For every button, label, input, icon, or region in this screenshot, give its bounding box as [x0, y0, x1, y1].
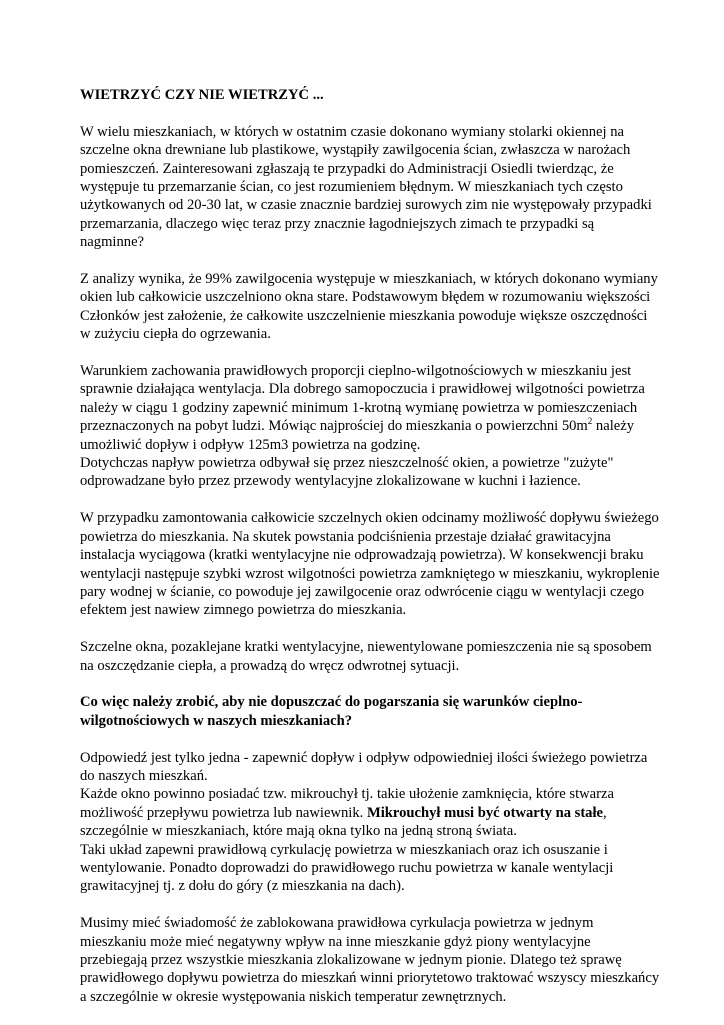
document-page	[80, 86, 660, 1025]
micro-tilt-emphasis: Mikrouchył musi być otwarty na stałe	[366, 804, 604, 821]
paragraph-sealed-windows: W przypadku zamontowania całkowicie szczelnych okien odcinamy możliwość dopływu świeżego powietrza do mieszkania. Na skutek powstania podciśnienia przestaje działać grawitacyjna instalacja wyciągowa (kratki wentylacyjne nie odprowadzają powietrza). W konsekwencji braku wentylacji następuje szybki wzrost wilgotności powietrza zamkniętego w mieszkaniu, wykroplenie pary wodnej w ścianie, co powoduje jej zawilgocenie oraz odwrócenie ciągu w wentylacji czego efektem jest nawiew zimnego powietrza do mieszkania.	[80, 510, 660, 619]
paragraph-ventilation-text: Warunkiem zachowania prawidłowych proporcji cieplno-wilgotnościowych w mieszkaniu jest sprawnie działająca wentylacja. Dla dobrego samopoczucia i prawidłowej wilgotności powietrza należy w ciągu 1 godziny zapewnić minimum 1-krotną wymianę powietrza w pomieszczeniach przeznaczonych na pobyt ludzi. Mówiąc najprościej do mieszkania o powierzchni 50m	[80, 363, 645, 435]
paragraph-awareness: Musimy mieć świadomość że zablokowana prawidłowa cyrkulacja powietrza w jednym mieszkaniu może mieć negatywny wpływ na inne mieszkanie gdyż piony wentylacyjne przebiegają przez wszystkie mieszkania zlokalizowane w jednym pionie. Dlatego też sprawę prawidłowego dopływu powietrza do mieszkań winni priorytetowo traktować wszyscy mieszkańcy a szczególnie w okresie występowania niskich temperatur zewnętrznych.	[80, 915, 660, 1005]
paragraph-intro: W wielu mieszkaniach, w których w ostatnim czasie dokonano wymiany stolarki okiennej na szczelne okna drewniane lub plastikowe, wystąpiły zawilgocenia ścian, zwłaszcza w narożach pomieszczeń. Zainteresowani zgłaszają te przypadki do Administracji Osiedli twierdząc, że występuje tu przemarzanie ścian, co jest rozumieniem błędnym. W mieszkaniach tych często użytkowanych od 20-30 lat, w czasie znacznie bardziej surowych zim nie występowały przypadki przemarzania, dlaczego więc teraz przy znacznie łagodniejszych zimach te przypadki są nagminne?	[80, 123, 652, 251]
paragraph-conclusion: Szczelne okna, pozaklejane kratki wentylacyjne, niewentylowane pomieszczenia nie są sposobem na oszczędzanie ciepła, a prowadzą do wręcz odwrotnej sytuacji.	[80, 639, 652, 674]
paragraph-answer: Odpowiedź jest tylko jedna - zapewnić dopływ i odpływ odpowiedniej ilości świeżego powietrza do naszych mieszkań.	[80, 749, 648, 784]
paragraph-micro-tilt-text: Każde okno powinno posiadać tzw. mikrouchył tj. takie ułożenie zamknięcia, które stwarza możliwość przepływu powietrza lub nawiewnik.	[80, 786, 614, 821]
paragraph-circulation: Taki układ zapewni prawidłową cyrkulację powietrza w mieszkaniach oraz ich osuszanie i wentylowanie. Ponadto doprowadzi do prawidłowego ruchu powietrza w kanale wentylacji grawitacyjnej tj. z dołu do góry (z mieszkania na dach).	[80, 841, 614, 895]
document-title: WIETRZYĆ CZY NIE WIETRZYĆ ...	[80, 87, 324, 103]
paragraph-ventilation	[80, 362, 660, 454]
paragraph-analysis: Z analizy wynika, że 99% zawilgocenia występuje w mieszkaniach, w których dokonano wymiany okien lub całkowicie uszczelniono okna stare. Podstawowym błędem w rozumowaniu większości Członków jest założenie, że całkowite uszczelnienie mieszkania powoduje większe oszczędności w zużyciu ciepła do ogrzewania.	[80, 271, 658, 343]
paragraph-ventilation-text-end: należy umożliwić dopływ i odpływ 125m3 powietrza na godzinę.	[80, 418, 635, 453]
section-question: Co więc należy zrobić, aby nie dopuszczać do pogarszania się warunków cieplno-wilgotnościowych w naszych mieszkaniach?	[80, 694, 583, 729]
paragraph-micro-tilt-text-end: , szczególnie w mieszkaniach, które mają okna tylko na jedną stroną świata.	[80, 804, 607, 840]
paragraph-airflow: Dotychczas napływ powietrza odbywał się przez nieszczelność okien, a powietrze "zużyte" odprowadzane było przez przewody wentylacyjne zlokalizowane w kuchni i łazience.	[80, 455, 614, 490]
paragraph-micro-tilt	[80, 785, 660, 840]
superscript-squared: 2	[587, 416, 593, 427]
